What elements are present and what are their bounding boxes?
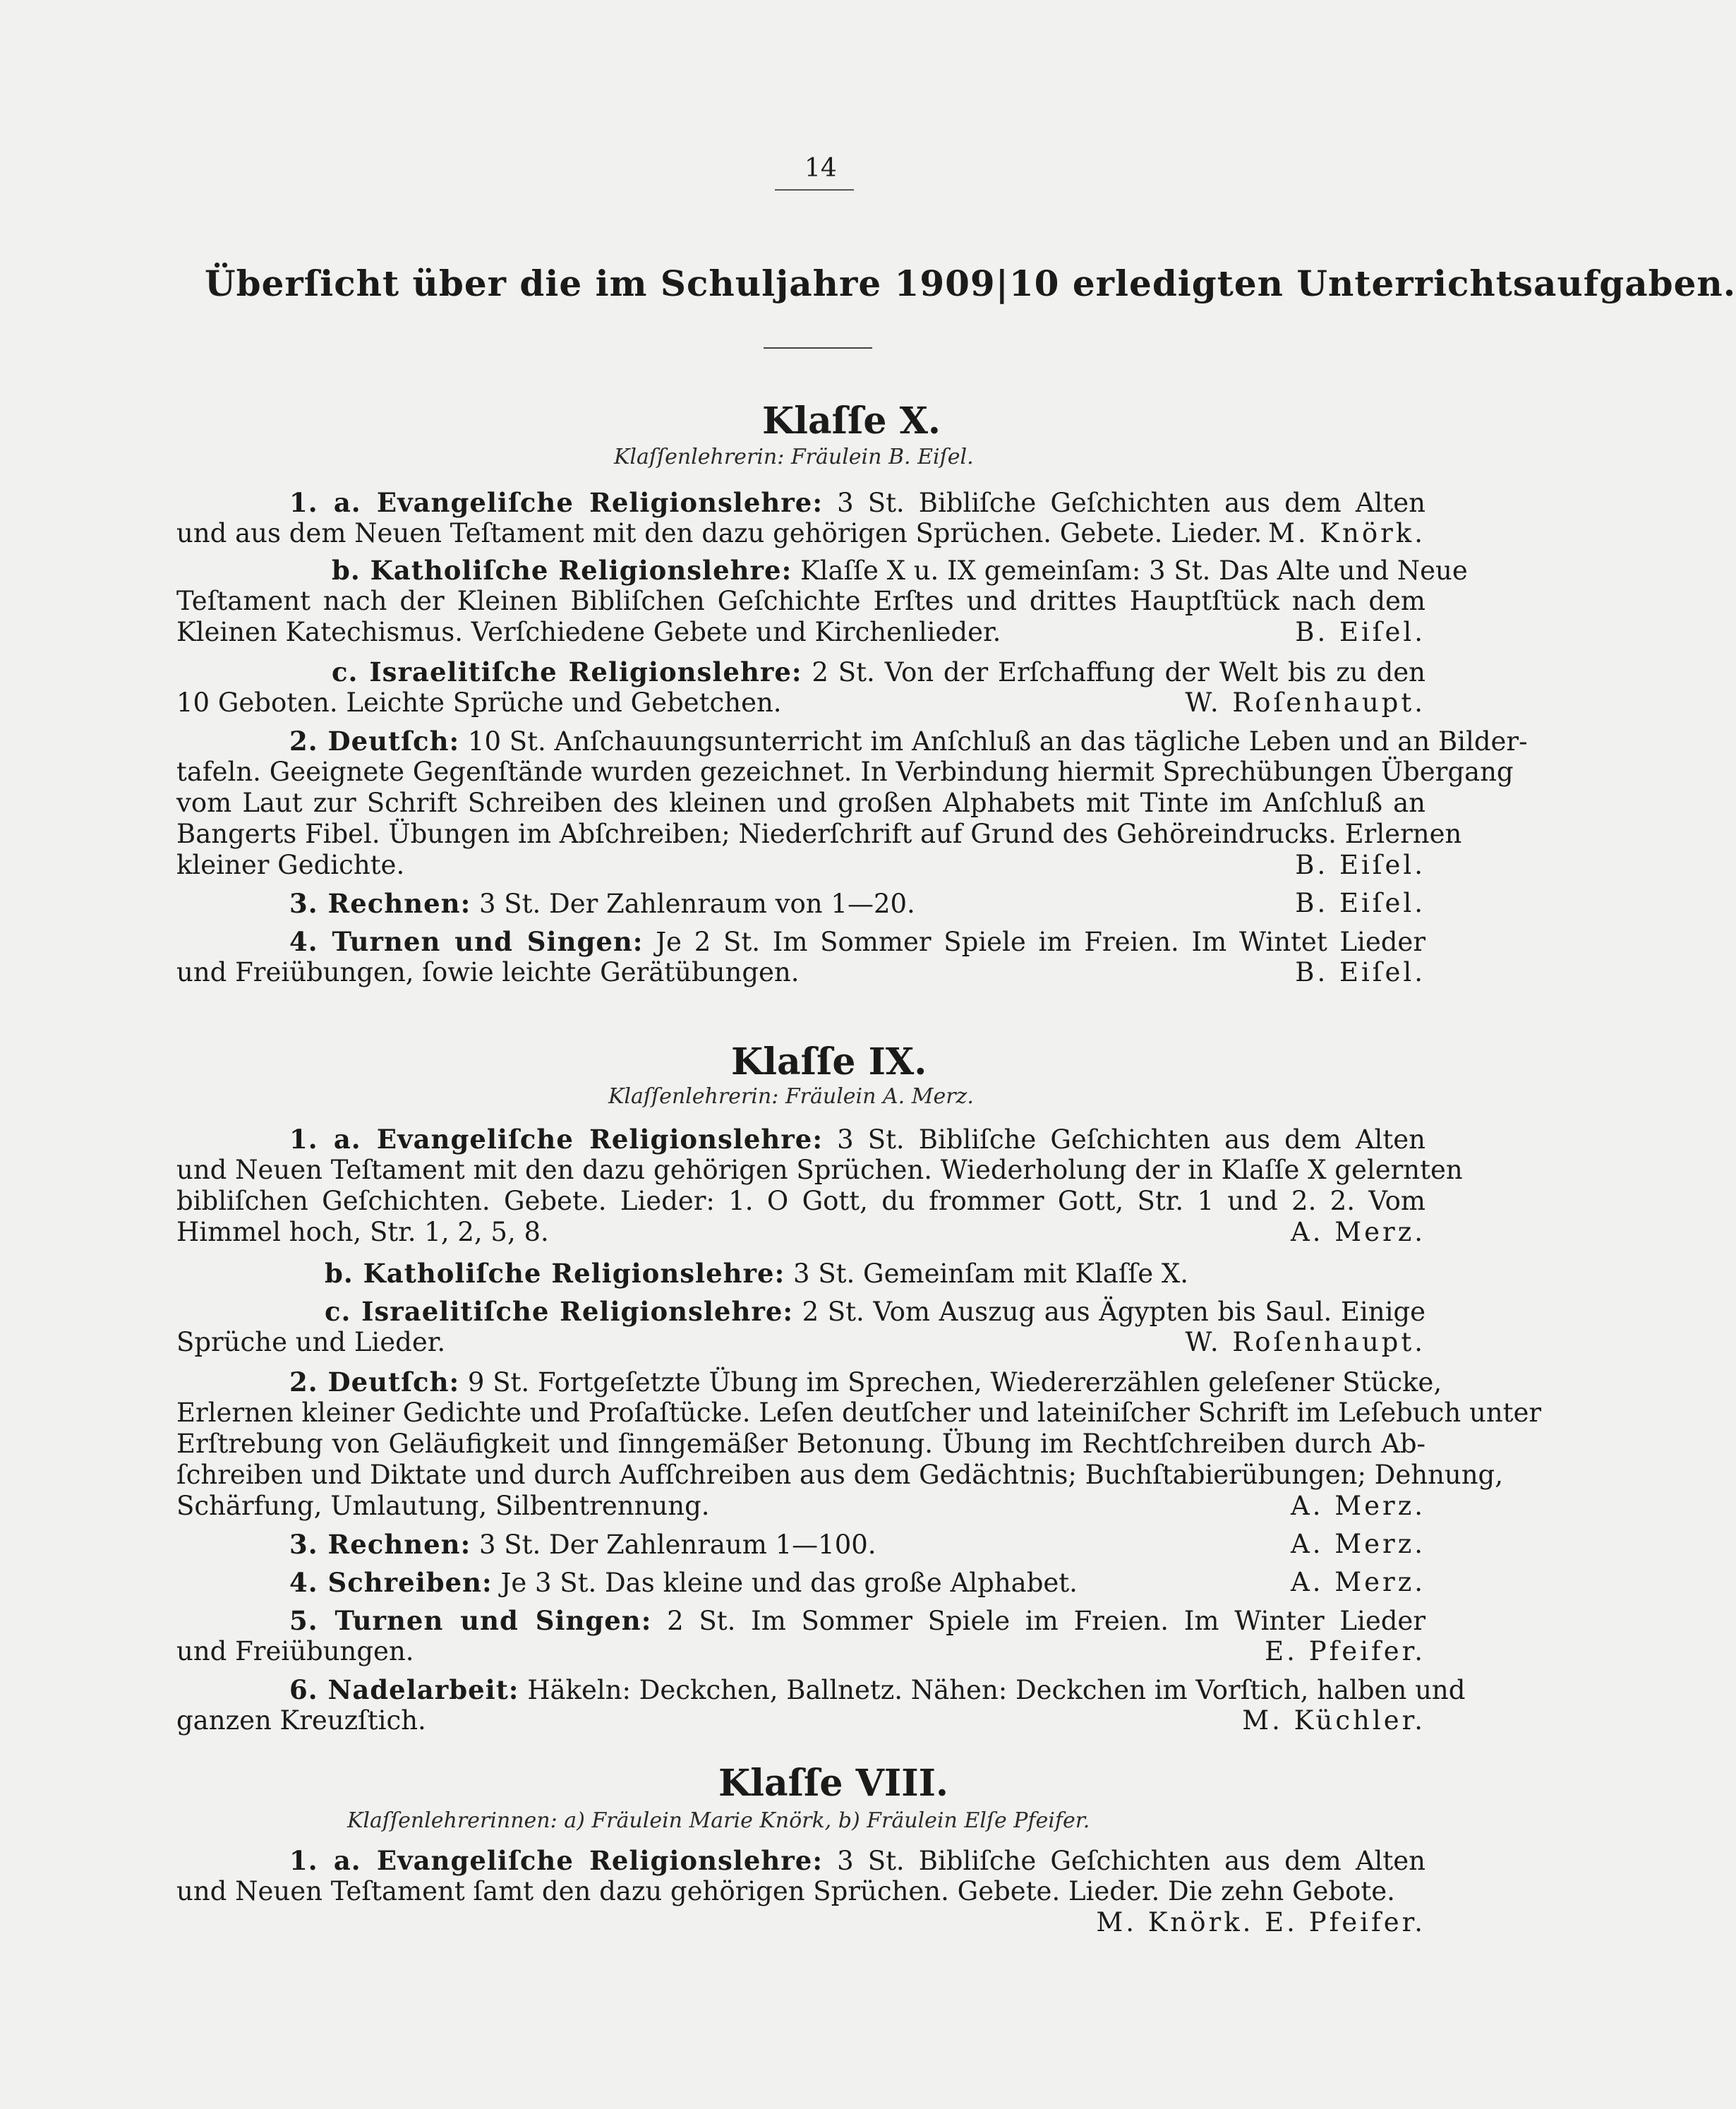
klasse-ix-teacher: Klaſſenlehrerin: Fräulein A. Merz. [608, 1084, 974, 1109]
viii-evangelisch-line1: 1. a. Evangeliſche Religionslehre: 3 St. Bibliſche Geſchichten aus dem Alten [289, 1845, 1425, 1876]
page-number-rule [775, 189, 854, 191]
x-deutsch-line3: vom Laut zur Schrift Schreiben des kleinen und großen Alphabets mit Tinte im Anſchluß an [176, 788, 1425, 818]
ix-schreiben-line1: 4. Schreiben: Je 3 St. Das kleine und das große Alphabet. [289, 1567, 1078, 1598]
x-turnen-signature: B. Eiſel. [1295, 957, 1425, 987]
x-turnen-line2: und Freiübungen, ſowie leichte Gerätübungen. [176, 957, 800, 987]
ix-evangelisch-line2: und Neuen Teſtament mit den dazu gehörigen Sprüchen. Wiederholung der in Klaſſe X gelernten [176, 1155, 1463, 1185]
ix-deutsch-line3: Erſtrebung von Geläufigkeit und ſinngemäßer Betonung. Übung im Rechtſchreiben durch Ab- [176, 1429, 1425, 1459]
ix-turnen-signature: E. Pfeifer. [1265, 1636, 1425, 1666]
ix-rechnen-line1: 3. Rechnen: 3 St. Der Zahlenraum 1—100. [289, 1529, 876, 1560]
klasse-viii-heading: Klaſſe VIII. [718, 1762, 948, 1805]
title-divider [764, 347, 872, 349]
viii-evangelisch-signature: M. Knörk. E. Pfeifer. [1096, 1907, 1425, 1937]
x-katholisch-line3: Kleinen Katechismus. Verſchiedene Gebete und Kirchenlieder. [176, 617, 1001, 647]
ix-nadelarbeit-line2: ganzen Kreuzſtich. [176, 1705, 426, 1736]
ix-deutsch-line2: Erlernen kleiner Gedichte und Proſaſtücke. Leſen deutſcher und lateiniſcher Schrift im Leſebuch unter [176, 1398, 1542, 1428]
x-israelitisch-line2: 10 Geboten. Leichte Sprüche und Gebetchen. [176, 687, 782, 718]
ix-israelitisch-signature: W. Roſenhaupt. [1185, 1327, 1425, 1357]
x-deutsch-line5: kleiner Gedichte. [176, 850, 405, 880]
x-deutsch-line2: tafeln. Geeignete Gegenſtände wurden gezeichnet. In Verbindung hiermit Sprechübungen Übergang [176, 757, 1514, 787]
ix-evangelisch-line3: bibliſchen Geſchichten. Gebete. Lieder: 1. O Gott, du frommer Gott, Str. 1 und 2. 2. Vom [176, 1186, 1425, 1216]
ix-evangelisch-line1: 1. a. Evangeliſche Religionslehre: 3 St. Bibliſche Geſchichten aus dem Alten [289, 1124, 1425, 1155]
ix-turnen-line1: 5. Turnen und Singen: 2 St. Im Sommer Spiele im Freien. Im Winter Lieder [289, 1605, 1426, 1636]
x-israelitisch-signature: W. Roſenhaupt. [1185, 687, 1425, 718]
ix-turnen-line2: und Freiübungen. [176, 1636, 414, 1666]
x-evangelisch-signature: M. Knörk. [1267, 518, 1425, 548]
ix-rechnen-signature: A. Merz. [1291, 1529, 1425, 1559]
klasse-viii-teacher: Klaſſenlehrerinnen: a) Fräulein Marie Knörk, b) Fräulein Elſe Pfeifer. [347, 1808, 1090, 1833]
ix-deutsch-signature: A. Merz. [1291, 1491, 1425, 1521]
ix-israelitisch-line1: c. Israelitiſche Religionslehre: 2 St. Vom Auszug aus Ägypten bis Saul. Einige [325, 1296, 1425, 1327]
x-rechnen-signature: B. Eiſel. [1295, 888, 1425, 918]
x-turnen-line1: 4. Turnen und Singen: Je 2 St. Im Sommer Spiele im Freien. Im Wintet Lieder [289, 926, 1426, 957]
ix-nadelarbeit-line1: 6. Nadelarbeit: Häkeln: Deckchen, Ballnetz. Nähen: Deckchen im Vorſtich, halben und [289, 1674, 1466, 1705]
ix-nadelarbeit-signature: M. Küchler. [1242, 1705, 1425, 1736]
x-deutsch-line1: 2. Deutſch: 10 St. Anſchauungsunterricht im Anſchluß an das tägliche Leben und an Bilder- [289, 726, 1528, 757]
ix-katholisch-line1: b. Katholiſche Religionslehre: 3 St. Gemeinſam mit Klaſſe X. [325, 1258, 1188, 1289]
x-evangelisch-line1: 1. a. Evangeliſche Religionslehre: 3 St. Bibliſche Geſchichten aus dem Alten [289, 487, 1425, 518]
x-katholisch-line2: Teſtament nach der Kleinen Bibliſchen Geſchichte Erſtes und drittes Hauptſtück nach dem [176, 586, 1425, 616]
x-deutsch-signature: B. Eiſel. [1295, 850, 1425, 880]
klasse-x-teacher: Klaſſenlehrerin: Fräulein B. Eiſel. [614, 445, 974, 469]
ix-evangelisch-signature: A. Merz. [1291, 1217, 1425, 1247]
ix-deutsch-line4: ſchreiben und Diktate und durch Aufſchreiben aus dem Gedächtnis; Buchſtabierübungen; Dehnung, [176, 1460, 1504, 1490]
page-title: Überſicht über die im Schuljahre 1909|10 erledigten Unterrichtsaufgaben. [205, 263, 1736, 304]
x-rechnen-line1: 3. Rechnen: 3 St. Der Zahlenraum von 1—20. [289, 888, 915, 919]
ix-schreiben-signature: A. Merz. [1291, 1567, 1425, 1597]
x-evangelisch-line2: und aus dem Neuen Teſtament mit den dazu gehörigen Sprüchen. Gebete. Lieder. [176, 518, 1262, 548]
x-israelitisch-line1: c. Israelitiſche Religionslehre: 2 St. Von der Erſchaffung der Welt bis zu den [332, 656, 1425, 687]
ix-israelitisch-line2: Sprüche und Lieder. [176, 1327, 446, 1357]
ix-deutsch-line1: 2. Deutſch: 9 St. Fortgeſetzte Übung im Sprechen, Wiedererzählen geleſener Stücke, [289, 1366, 1442, 1398]
x-deutsch-line4: Bangerts Fibel. Übungen im Abſchreiben; Niederſchrift auf Grund des Gehöreindrucks. Erlernen [176, 819, 1462, 849]
page-number: 14 [804, 154, 837, 183]
klasse-ix-heading: Klaſſe IX. [731, 1040, 927, 1083]
ix-evangelisch-line4: Himmel hoch, Str. 1, 2, 5, 8. [176, 1217, 549, 1247]
klasse-x-heading: Klaſſe X. [762, 399, 941, 443]
x-katholisch-line1: b. Katholiſche Religionslehre: Klaſſe X u. IX gemeinſam: 3 St. Das Alte und Neue [332, 555, 1468, 586]
x-katholisch-signature: B. Eiſel. [1295, 617, 1425, 647]
ix-deutsch-line5: Schärfung, Umlautung, Silbentrennung. [176, 1491, 710, 1521]
viii-evangelisch-line2: und Neuen Teſtament ſamt den dazu gehörigen Sprüchen. Gebete. Lieder. Die zehn Gebote. [176, 1876, 1395, 1906]
